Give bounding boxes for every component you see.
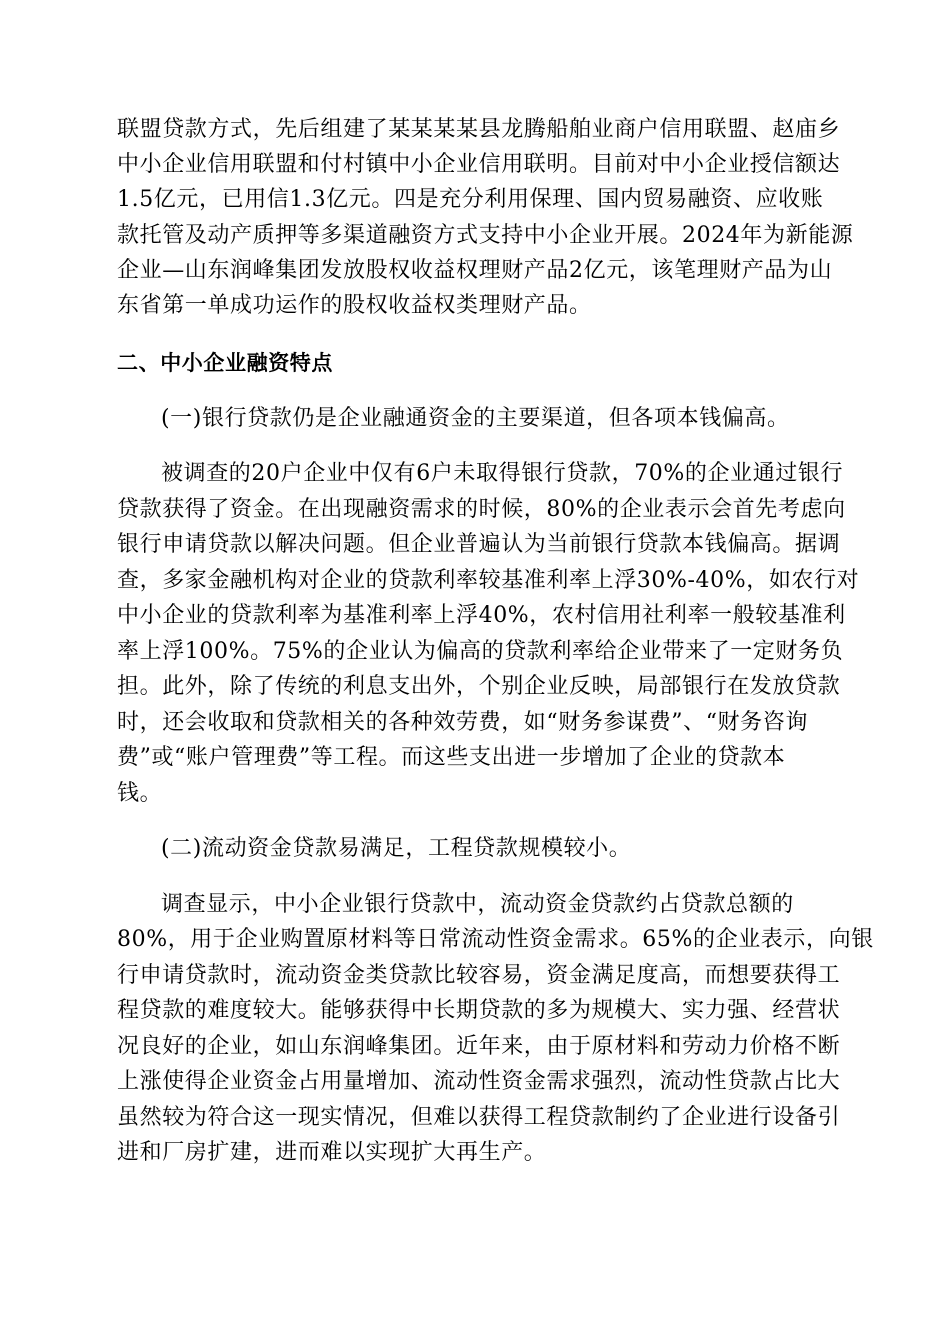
paragraph-line: 程贷款的难度较大。能够获得中长期贷款的多为规模大、实力强、经营状 — [117, 998, 841, 1023]
paragraph-line: 虽然较为符合这一现实情况，但难以获得工程贷款制约了企业进行设备引 — [117, 1105, 841, 1130]
paragraph-line: 查，多家金融机构对企业的贷款利率较基准利率上浮30%-40%，如农行对 — [117, 568, 860, 593]
paragraph-line: 被调查的20户企业中仅有6户未取得银行贷款，70%的企业通过银行 — [161, 461, 844, 486]
paragraph-line: 钱。 — [117, 781, 163, 806]
paragraph-line: 时，还会收取和贷款相关的各种效劳费，如“财务参谋费”、“财务咨询 — [117, 710, 808, 735]
paragraph-line: 行申请贷款时，流动资金类贷款比较容易，资金满足度高，而想要获得工 — [117, 963, 841, 988]
subheading: (二)流动资金贷款易满足，工程贷款规模较小。 — [161, 836, 632, 861]
paragraph-line: 担。此外，除了传统的利息支出外，个别企业反映，局部银行在发放贷款 — [117, 674, 841, 699]
paragraph-line: 企业—山东润峰集团发放股权收益权理财产品2亿元，该笔理财产品为山 — [117, 258, 833, 283]
paragraph-line: 贷款获得了资金。在出现融资需求的时候，80%的企业表示会首先考虑向 — [117, 497, 846, 522]
paragraph-line: 款托管及动产质押等多渠道融资方式支持中小企业开展。2024年为新能源 — [117, 223, 854, 248]
paragraph-line: 况良好的企业，如山东润峰集团。近年来，由于原材料和劳动力价格不断 — [117, 1034, 841, 1059]
paragraph-line: 进和厂房扩建，进而难以实现扩大再生产。 — [117, 1140, 547, 1165]
paragraph-line: 费”或“账户管理费”等工程。而这些支出进一步增加了企业的贷款本 — [117, 745, 786, 770]
paragraph-line: 调查显示，中小企业银行贷款中，流动资金贷款约占贷款总额的 — [161, 892, 794, 917]
subheading: (一)银行贷款仍是企业融通资金的主要渠道，但各项本钱偏高。 — [161, 406, 790, 431]
paragraph-line: 率上浮100%。75%的企业认为偏高的贷款利率给企业带来了一定财务负 — [117, 639, 844, 664]
paragraph-line: 中小企业的贷款利率为基准利率上浮40%，农村信用社利率一般较基准利 — [117, 603, 846, 628]
paragraph-line: 银行申请贷款以解决问题。但企业普遍认为当前银行贷款本钱偏高。据调 — [117, 532, 841, 557]
paragraph-line: 1.5亿元，已用信1.3亿元。四是充分利用保理、国内贸易融资、应收账 — [117, 187, 824, 212]
section-heading: 二、中小企业融资特点 — [117, 351, 333, 375]
paragraph-line: 联盟贷款方式，先后组建了某某某某县龙腾船舶业商户信用联盟、赵庙乡 — [117, 117, 841, 142]
paragraph-line: 东省第一单成功运作的股权收益权类理财产品。 — [117, 293, 592, 318]
paragraph-line: 上涨使得企业资金占用量增加、流动性资金需求强烈，流动性贷款占比大 — [117, 1069, 841, 1094]
paragraph-line: 中小企业信用联盟和付村镇中小企业信用联明。目前对中小企业授信额达 — [117, 152, 841, 177]
paragraph-line: 80%，用于企业购置原材料等日常流动性资金需求。65%的企业表示，向银 — [117, 927, 874, 952]
